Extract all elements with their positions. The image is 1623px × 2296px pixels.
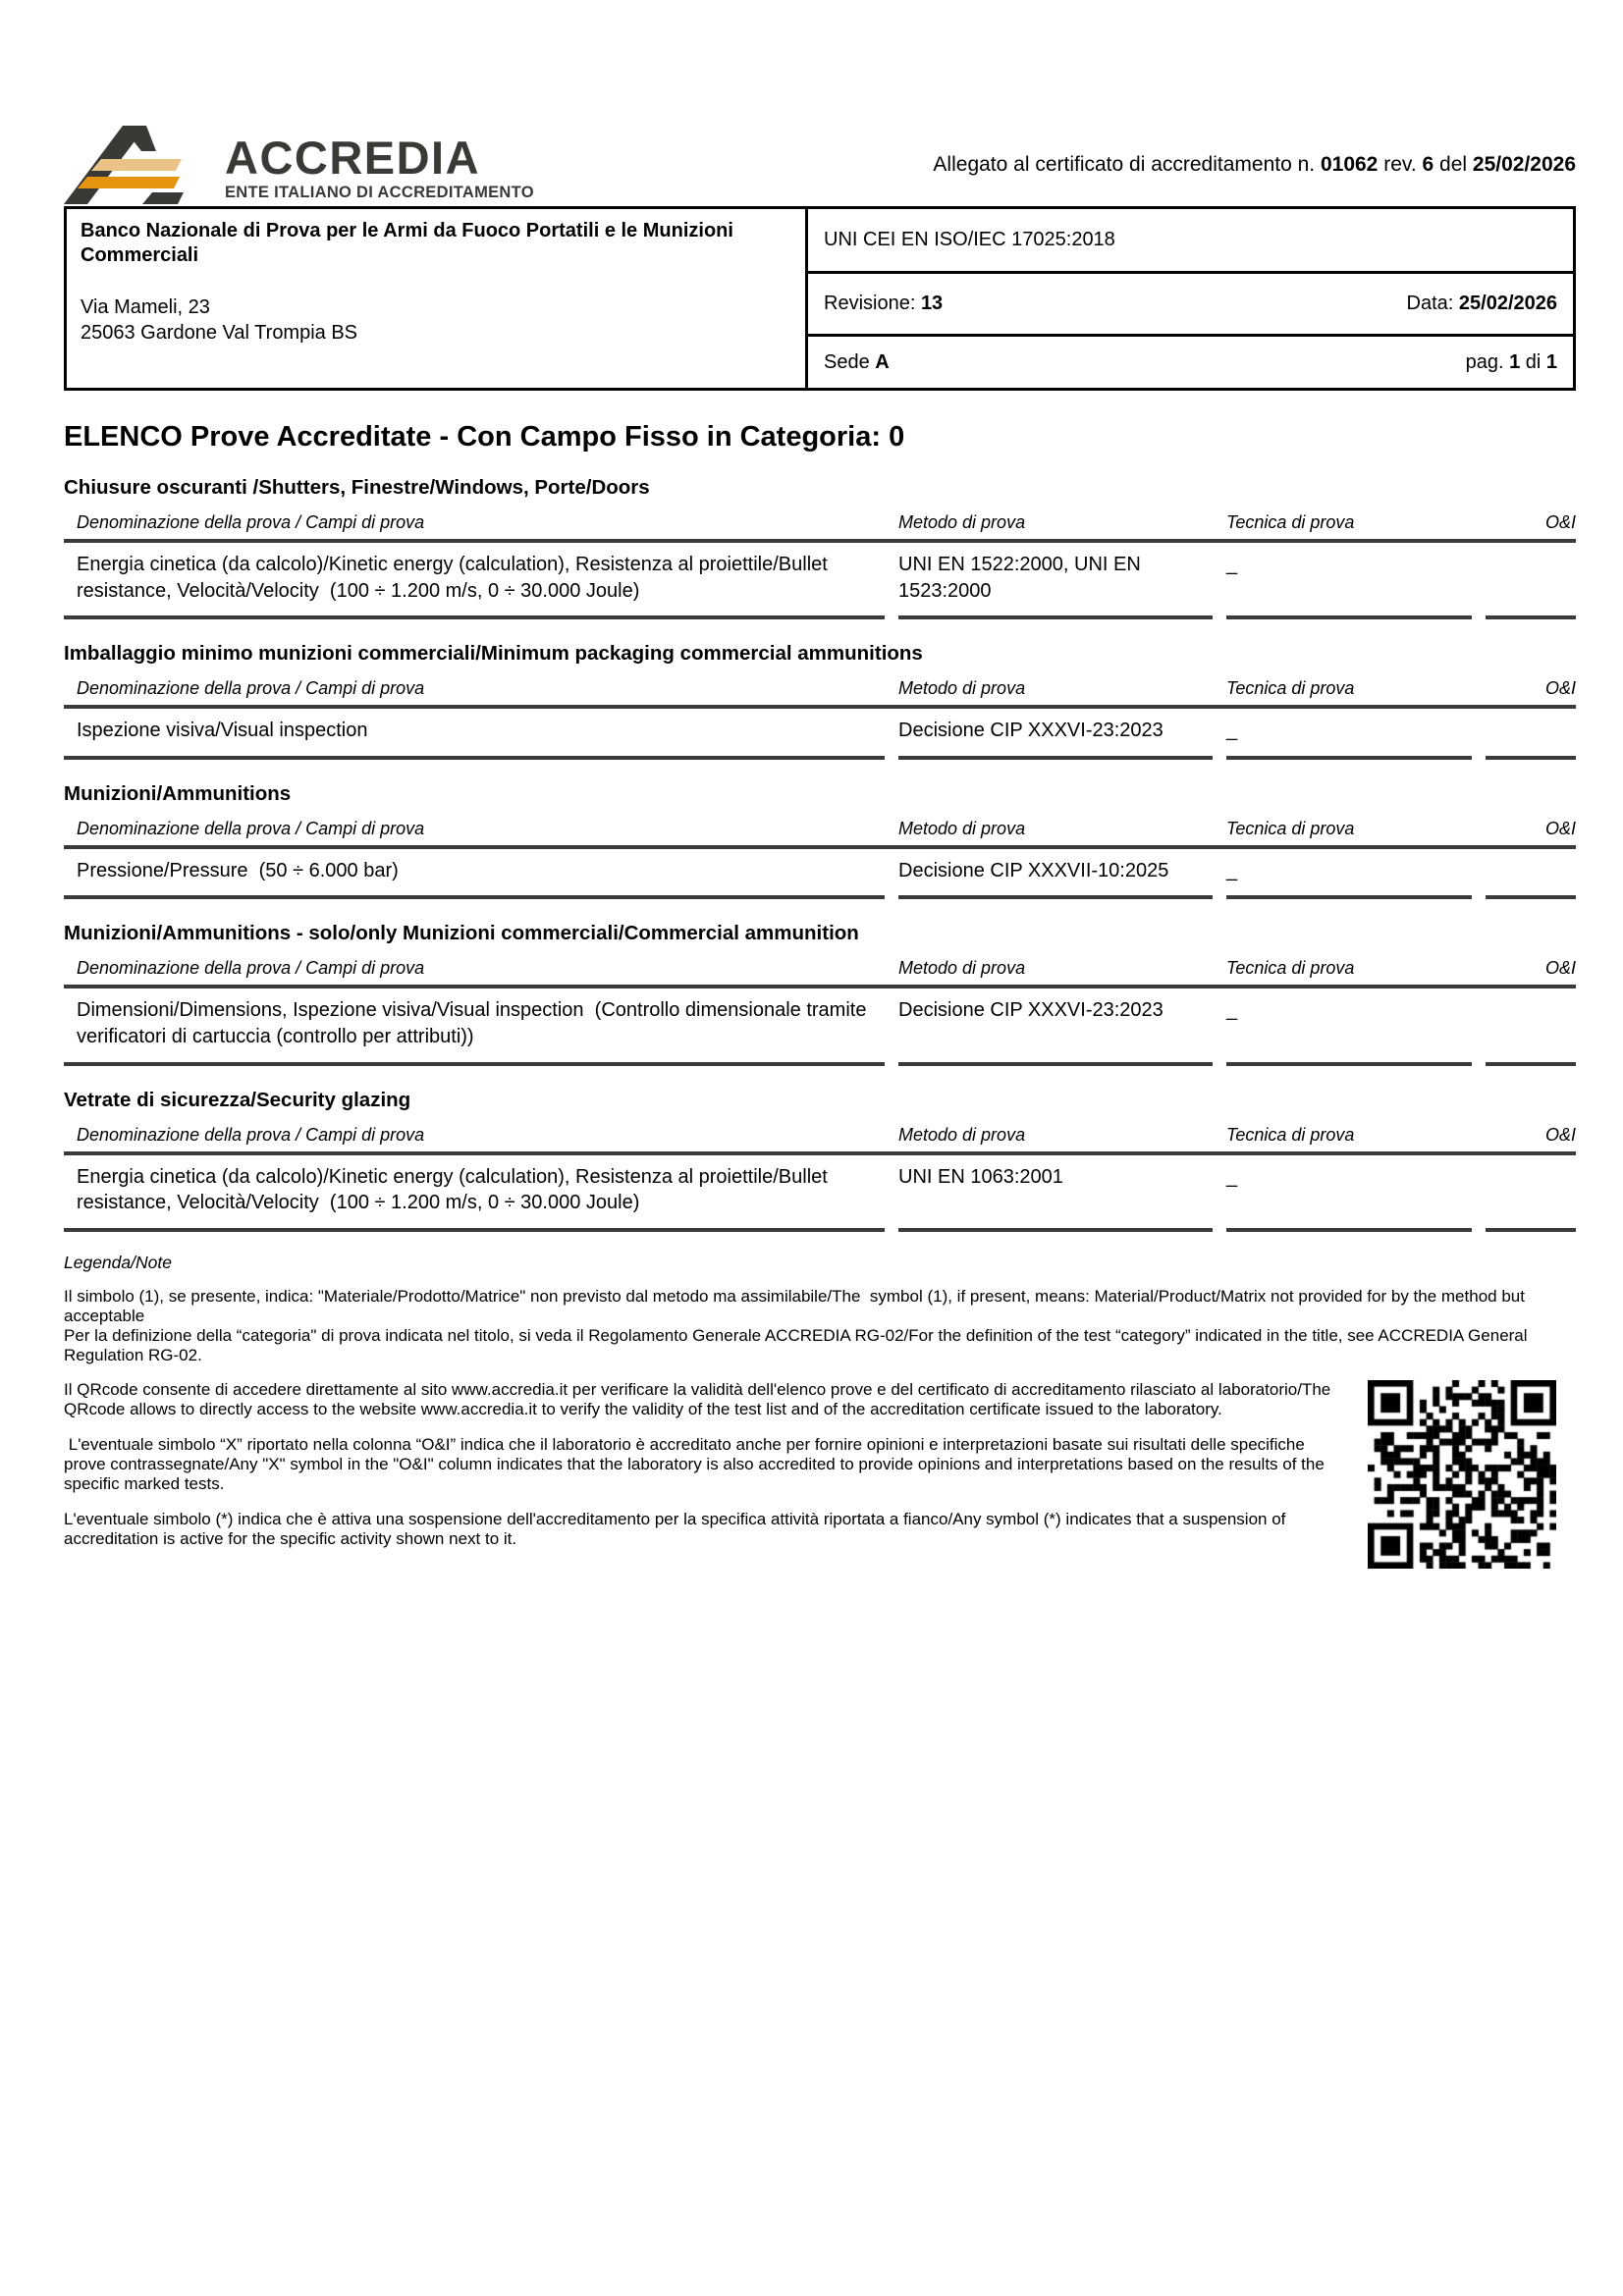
laboratory-address bbox=[81, 294, 791, 346]
legend-paragraph-symbol-1: Il simbolo (1), se presente, indica: "Materiale/Prodotto/Matrice" non previsto dal metodo ma assimilabile/The symbol (1), if present, means: Material/Product/Matrix not provided for by the method but acceptable bbox=[64, 1286, 1530, 1325]
legend-title: Legenda/Note bbox=[64, 1252, 172, 1272]
column-header-tecnica: Tecnica di prova bbox=[1226, 958, 1355, 979]
del-label: del bbox=[1434, 153, 1473, 176]
legend-lower-block bbox=[64, 1380, 1576, 1569]
date-value: 25/02/2026 bbox=[1458, 293, 1557, 314]
rev-label: rev. bbox=[1378, 153, 1423, 176]
column-header-oi: O&I bbox=[1544, 678, 1576, 699]
column-header-denominazione: Denominazione della prova / Campi di prova bbox=[77, 512, 425, 532]
column-header-metodo: Metodo di prova bbox=[898, 1124, 1026, 1145]
column-header-tecnica: Tecnica di prova bbox=[1226, 1124, 1355, 1145]
table-row bbox=[64, 709, 1576, 760]
laboratory-cell bbox=[67, 209, 805, 388]
legend-paragraph-suspension: L'eventuale simbolo (*) indica che è attiva una sospensione dell'accreditamento per la specifica attività riportata a fianco/Any symbol (*) indicates that a suspension of accreditation is active for the specific activity shown next to it. bbox=[64, 1510, 1291, 1549]
section-heading: Munizioni/Ammunitions - solo/only Munizioni commerciali/Commercial ammunition bbox=[64, 922, 859, 945]
legend bbox=[64, 1253, 1576, 1569]
cell-oi bbox=[1486, 988, 1576, 1065]
cell-denominazione: Dimensioni/Dimensions, Ispezione visiva/Visual inspection (Controllo dimensionale tramite verificatori di cartuccia (controllo per attributi)) bbox=[64, 988, 885, 1065]
cell-denominazione: Energia cinetica (da calcolo)/Kinetic energy (calculation), Resistenza al proiettile/Bullet resistance, Velocità/Velocity (100 ÷ 1.200 m/s, 0 ÷ 30.000 Joule) bbox=[64, 1155, 885, 1232]
cell-metodo: Decisione CIP XXXVII-10:2025 bbox=[898, 849, 1213, 900]
section-munizioni bbox=[64, 782, 1576, 900]
column-header-denominazione: Denominazione della prova / Campi di prova bbox=[77, 958, 425, 979]
info-table bbox=[64, 206, 1576, 391]
legend-lower-paragraphs bbox=[64, 1380, 1350, 1569]
standard-row bbox=[808, 209, 1573, 271]
brand-name: ACCREDIA bbox=[225, 132, 481, 184]
cell-tecnica: _ bbox=[1226, 1155, 1472, 1232]
site-label: Sede bbox=[824, 350, 876, 373]
column-header-denominazione: Denominazione della prova / Campi di prova bbox=[77, 818, 425, 838]
page-of-label: di bbox=[1520, 350, 1546, 373]
table-row bbox=[64, 849, 1576, 900]
section-heading: Chiusure oscuranti /Shutters, Finestre/Windows, Porte/Doors bbox=[64, 476, 650, 499]
cell-tecnica: _ bbox=[1226, 849, 1472, 900]
cell-oi bbox=[1486, 849, 1576, 900]
column-header-oi: O&I bbox=[1544, 958, 1576, 979]
revision-row bbox=[808, 271, 1573, 334]
masthead bbox=[64, 124, 1576, 206]
section-chiusure-oscuranti bbox=[64, 476, 1576, 619]
site-row bbox=[808, 334, 1573, 388]
cell-metodo: Decisione CIP XXXVI-23:2023 bbox=[898, 709, 1213, 760]
table-header-row bbox=[64, 512, 1576, 533]
qr-code bbox=[1368, 1380, 1556, 1569]
section-imballaggio bbox=[64, 642, 1576, 760]
cell-metodo: UNI EN 1063:2001 bbox=[898, 1155, 1213, 1232]
section-vetrate bbox=[64, 1089, 1576, 1232]
table-header-row bbox=[64, 958, 1576, 979]
section-munizioni-commerciali bbox=[64, 922, 1576, 1065]
section-heading: Munizioni/Ammunitions bbox=[64, 781, 292, 805]
page-total: 1 bbox=[1545, 350, 1557, 373]
address-line-1: Via Mameli, 23 bbox=[81, 296, 210, 318]
standard-reference: UNI CEI EN ISO/IEC 17025:2018 bbox=[824, 229, 1115, 250]
cell-metodo: Decisione CIP XXXVI-23:2023 bbox=[898, 988, 1213, 1065]
cell-oi bbox=[1486, 1155, 1576, 1232]
page-title: ELENCO Prove Accreditate - Con Campo Fisso in Categoria: 0 bbox=[64, 421, 905, 453]
cell-oi bbox=[1486, 543, 1576, 619]
section-heading: Vetrate di sicurezza/Security glazing bbox=[64, 1088, 411, 1111]
certificate-date: 25/02/2026 bbox=[1472, 153, 1576, 176]
table-row bbox=[64, 1155, 1576, 1232]
date-label: Data: bbox=[1406, 293, 1459, 314]
revision-number: 6 bbox=[1422, 153, 1434, 176]
table-header-row bbox=[64, 819, 1576, 839]
legend-upper-paragraphs bbox=[64, 1287, 1576, 1365]
certificate-number: 01062 bbox=[1320, 153, 1379, 176]
legend-paragraph-oi-symbol: L'eventuale simbolo “X” riportato nella colonna “O&I” indica che il laboratorio è accreditato anche per fornire opinioni e interpretazioni basate sui risultati delle specifiche prove contrassegnate/Any "X" symbol in the "O&I" column indicates that the laboratory is also accredited to provide opinions and interpretations based on the results of the specific marked tests. bbox=[64, 1435, 1329, 1494]
certificate-reference bbox=[933, 153, 1576, 177]
page-label: pag. bbox=[1465, 350, 1510, 373]
column-header-tecnica: Tecnica di prova bbox=[1226, 678, 1355, 699]
allegato-prefix: Allegato al certificato di accreditamento n. bbox=[933, 153, 1321, 176]
page-number: 1 bbox=[1509, 350, 1521, 373]
brand-tagline: ENTE ITALIANO DI ACCREDITAMENTO bbox=[225, 184, 534, 201]
cell-tecnica: _ bbox=[1226, 709, 1472, 760]
legend-paragraph-category: Per la definizione della “categoria" di prova indicata nel titolo, si veda il Regolamento Generale ACCREDIA RG-02/For the definition of the test “category” indicated in the title, see ACCREDIA General Regulation RG-02. bbox=[64, 1325, 1533, 1364]
column-header-tecnica: Tecnica di prova bbox=[1226, 512, 1355, 532]
qr-code-image bbox=[1368, 1380, 1556, 1569]
column-header-metodo: Metodo di prova bbox=[898, 818, 1026, 838]
accredia-logo-icon bbox=[64, 126, 201, 204]
column-header-metodo: Metodo di prova bbox=[898, 958, 1026, 979]
logo-text bbox=[225, 134, 534, 204]
table-row bbox=[64, 988, 1576, 1065]
column-header-oi: O&I bbox=[1544, 818, 1576, 838]
cell-denominazione: Pressione/Pressure (50 ÷ 6.000 bar) bbox=[64, 849, 885, 900]
cell-tecnica: _ bbox=[1226, 543, 1472, 619]
section-heading: Imballaggio minimo munizioni commerciali/Minimum packaging commercial ammunitions bbox=[64, 642, 923, 666]
cell-denominazione: Ispezione visiva/Visual inspection bbox=[64, 709, 885, 760]
site-field bbox=[824, 351, 890, 374]
revision-value: 13 bbox=[920, 293, 944, 314]
column-header-metodo: Metodo di prova bbox=[898, 678, 1026, 699]
table-row bbox=[64, 543, 1576, 619]
column-header-tecnica: Tecnica di prova bbox=[1226, 818, 1355, 838]
table-header-row bbox=[64, 678, 1576, 699]
column-header-oi: O&I bbox=[1544, 1124, 1576, 1145]
date-field bbox=[1407, 293, 1557, 315]
cell-tecnica: _ bbox=[1226, 988, 1472, 1065]
column-header-denominazione: Denominazione della prova / Campi di prova bbox=[77, 1124, 425, 1145]
legend-paragraph-qrcode: Il QRcode consente di accedere direttamente al sito www.accredia.it per verificare la validità dell'elenco prove e del certificato di accreditamento rilasciato al laboratorio/The QRcode allows to directly access to the website www.accredia.it to verify the validity of the test list and of the accreditation certificate issued to the laboratory. bbox=[64, 1379, 1335, 1418]
laboratory-name: Banco Nazionale di Prova per le Armi da Fuoco Portatili e le Munizioni Commerciali bbox=[81, 220, 733, 266]
address-line-2: 25063 Gardone Val Trompia BS bbox=[81, 322, 358, 344]
revision-field bbox=[824, 293, 943, 315]
revision-label: Revisione: bbox=[824, 293, 921, 314]
table-header-row bbox=[64, 1125, 1576, 1146]
site-value: A bbox=[875, 350, 890, 373]
page-field bbox=[1466, 351, 1557, 374]
cell-oi bbox=[1486, 709, 1576, 760]
column-header-metodo: Metodo di prova bbox=[898, 512, 1026, 532]
cell-metodo: UNI EN 1522:2000, UNI EN 1523:2000 bbox=[898, 543, 1213, 619]
column-header-oi: O&I bbox=[1544, 512, 1576, 532]
cell-denominazione: Energia cinetica (da calcolo)/Kinetic energy (calculation), Resistenza al proiettile/Bullet resistance, Velocità/Velocity (100 ÷ 1.200 m/s, 0 ÷ 30.000 Joule) bbox=[64, 543, 885, 619]
info-right-column bbox=[805, 209, 1573, 388]
column-header-denominazione: Denominazione della prova / Campi di prova bbox=[77, 678, 425, 699]
accredia-logo bbox=[64, 126, 534, 204]
